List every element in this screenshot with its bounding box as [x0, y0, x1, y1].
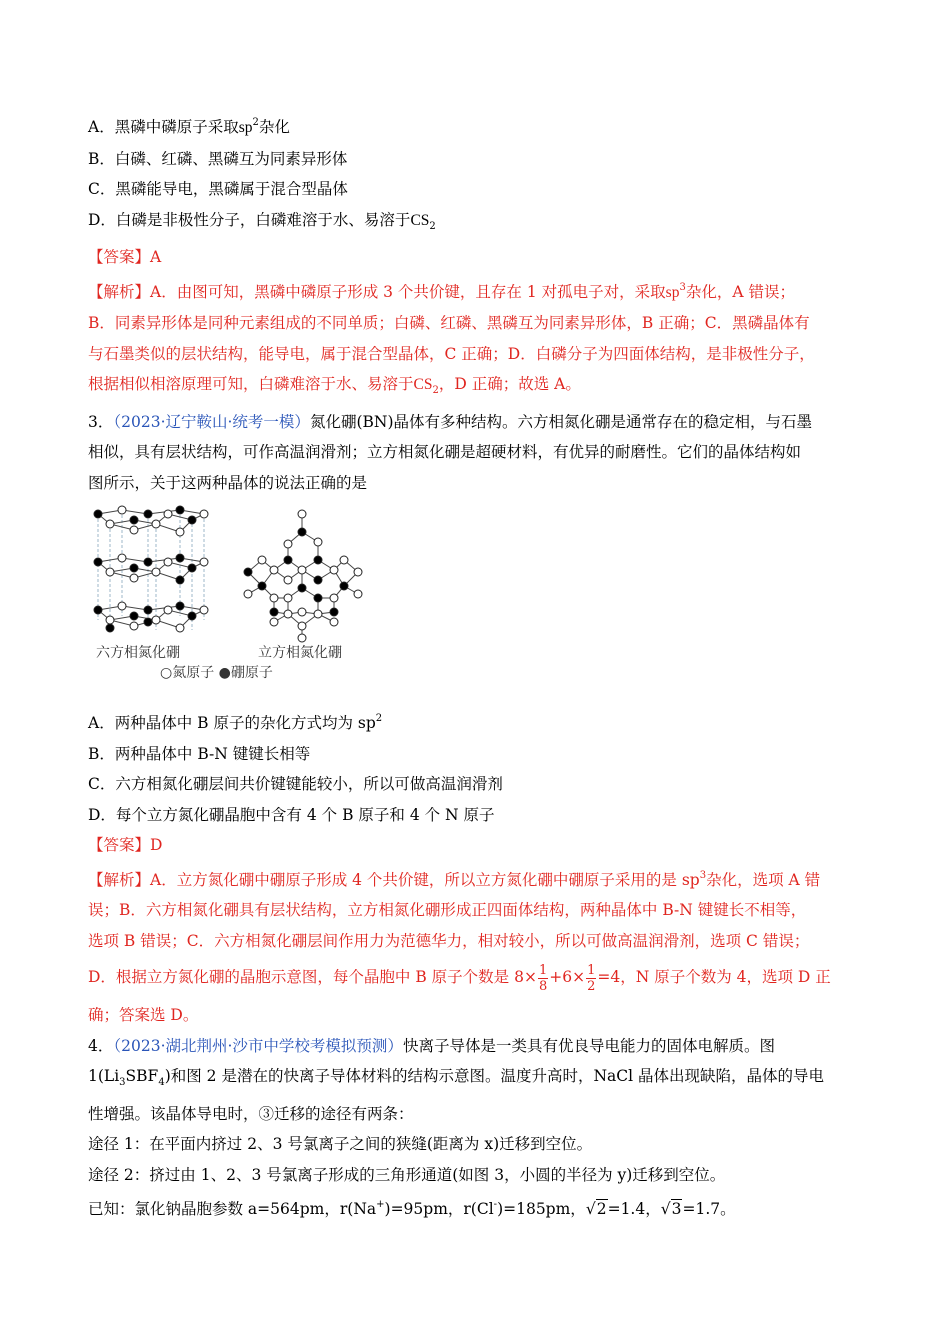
q3-stem-line-2: 相似，具有层状结构，可作高温润滑剂；立方相氮化硼是超硬材料，有优异的耐磨性。它们的晶体结构如	[88, 443, 802, 461]
q4-known-sup-plus: +	[376, 1199, 385, 1210]
q3-analysis-text: A．立方氮化硼中硼原子形成 4 个共价键，所以立方氮化硼中硼原子采用的是 sp	[150, 870, 700, 889]
q3-analysis-line-3: 选项 B 错误；C．六方相氮化硼层间作用力为范德华力，相对较小，所以可做高温润滑剂，选项 C 错误；	[88, 931, 810, 950]
fraction-one-eighth	[538, 963, 548, 994]
q3-option-d: D．每个立方氮化硼晶胞中含有 4 个 B 原子和 4 个 N 原子	[88, 805, 495, 824]
q4-known-text: 已知：氯化钠晶胞参数 a=564pm，r(Na	[88, 1200, 377, 1218]
q3-option-a	[88, 708, 868, 734]
q3-option-a-sup: 2	[375, 713, 383, 724]
q4-formula-pre: 1(Li	[88, 1067, 120, 1085]
q2-analysis-post: 杂化，A 错误；	[685, 282, 795, 301]
q4-known-sup-minus: -	[493, 1199, 498, 1210]
q3-analysis-post: 杂化，选项 A 错	[706, 870, 821, 889]
q2-analysis-sub: 2	[432, 385, 439, 396]
q2-analysis-tag: 【解析】	[88, 282, 151, 301]
q3-source: （2023·辽宁鞍山·统考一模）	[113, 412, 310, 431]
q3-analysis-tag: 【解析】	[88, 870, 151, 889]
bn-crystal-figure	[88, 502, 868, 702]
q2-analysis-cs: CS	[413, 376, 433, 393]
q2-option-d-text: D．白磷是非极性分子，白磷难溶于水、易溶于	[88, 210, 411, 229]
q2-analysis-line-3: 与石墨类似的层状结构，能导电，属于混合型晶体，C 正确；D．白磷分子为四面体结构，是非极性分子，	[88, 344, 815, 363]
q3-stem-line-1	[88, 411, 868, 433]
fraction-numerator: 1	[538, 962, 548, 978]
fraction-denominator: 2	[587, 978, 596, 994]
q3-analysis-line-5: 确；答案选 D。	[88, 1006, 199, 1024]
q2-answer: 【答案】A	[88, 248, 162, 266]
q4-known: 已知：氯化钠晶胞参数 a=564pm，r(Na+)=95pm，r(Cl-)=185pm，√2=1.4，√3=1.7。	[88, 1199, 736, 1218]
q3-analysis-line-4	[88, 960, 868, 994]
fraction-denominator: 8	[538, 978, 548, 994]
q4-stem-line-2-text: )和图 2 是潜在的快离子导体材料的结构示意图。温度升高时，NaCl 晶体出现缺陷，晶体的导电	[164, 1067, 825, 1085]
cubic-bn-atoms	[244, 510, 362, 642]
q2-option-a-sup: 2	[252, 117, 259, 128]
sqrt-three: 3	[671, 1200, 682, 1218]
fraction-one-half	[586, 963, 596, 994]
legend-nitrogen: ○氮原子	[160, 665, 215, 681]
q2-analysis-line-1	[88, 277, 868, 304]
q3-stem-text: 氮化硼(BN)晶体有多种结构。六方相氮化硼是通常存在的稳定相，与石墨	[309, 412, 812, 431]
q2-option-a-sp: sp	[238, 119, 253, 136]
q4-stem-line-1	[88, 1035, 868, 1057]
legend-boron: ●硼原子	[218, 665, 273, 681]
q3-analysis-l4-mid: +6×	[549, 968, 586, 986]
q2-analysis-l4-text: 根据相似相溶原理可知，白磷难溶于水、易溶于	[88, 375, 414, 393]
q4-source: （2023·湖北荆州·沙市中学校考模拟预测）	[113, 1036, 403, 1055]
q3-analysis-line-1	[88, 865, 868, 891]
q4-path-1: 途径 1：在平面内挤过 2、3 号氯离子之间的狭缝(距离为 x)迁移到空位。	[88, 1135, 593, 1153]
q2-option-d	[88, 209, 868, 238]
q4-number: 4．	[88, 1036, 114, 1055]
q4-path-2: 途径 2：挤过由 1、2、3 号氯离子形成的三角形通道(如图 3，小圆的半径为 y)迁移到空位。	[88, 1165, 726, 1184]
q3-answer: 【答案】D	[88, 836, 163, 854]
q3-analysis-sup: 3	[699, 869, 707, 881]
q2-option-c: C．黑磷能导电，黑磷属于混合型晶体	[88, 180, 348, 198]
q3-analysis-l4-post: =4，N 原子个数为 4，选项 D 正	[597, 968, 831, 986]
q3-analysis-line-2: 误；B．六方相氮化硼具有层状结构，立方相氮化硼形成正四面体结构，两种晶体中 B-N 键键长不相等，	[88, 901, 807, 919]
q2-option-a-post: 杂化	[258, 118, 290, 136]
bn-structure-drawing	[88, 502, 388, 652]
q2-option-a	[88, 112, 868, 139]
q4-known-mid2: )=185pm，	[497, 1200, 586, 1218]
q2-analysis-line-2: B．同素异形体是同种元素组成的不同单质；白磷、红磷、黑磷互为同素异形体，B 正确；C．黑磷晶体有	[88, 314, 810, 332]
figure-legend	[160, 662, 273, 682]
document-page	[88, 112, 868, 1229]
q4-known-mid: )=95pm，r(Cl	[384, 1200, 494, 1218]
q4-known-sqrt3-value: =1.7。	[682, 1200, 736, 1218]
q2-option-d-cs: CS	[410, 211, 430, 229]
q2-analysis-line-4	[88, 373, 868, 402]
q2-analysis-text: A．由图可知，黑磷中磷原子形成 3 个共价键，且存在 1 对孤电子对，采取	[150, 282, 666, 301]
q2-option-d-sub: 2	[429, 220, 436, 232]
q4-stem-line-3: 性增强。该晶体导电时，③迁移的途径有两条：	[88, 1104, 414, 1123]
sqrt-two: 2	[596, 1200, 607, 1218]
q4-formula-sub1: 3	[119, 1077, 126, 1088]
q2-option-b: B．白磷、红磷、黑磷互为同素异形体	[88, 149, 348, 168]
q4-stem-line-2	[88, 1065, 868, 1094]
q2-analysis-sup: 3	[679, 281, 686, 293]
q3-stem-line-3: 图所示，关于这两种晶体的说法正确的是	[88, 473, 368, 492]
fraction-numerator: 1	[587, 962, 596, 978]
q2-option-a-text: A．黑磷中磷原子采取	[88, 118, 239, 136]
q4-stem-text: 快离子导体是一类具有优良导电能力的固体电解质。图	[402, 1036, 775, 1055]
q3-option-b: B．两种晶体中 B-N 键键长相等	[88, 744, 311, 763]
q4-formula-sub2: 4	[158, 1077, 165, 1088]
q3-option-a-text: A．两种晶体中 B 原子的杂化方式均为 sp	[88, 714, 376, 732]
q3-option-c: C．六方相氮化硼层间共价键键能较小，所以可做高温润滑剂	[88, 775, 503, 793]
hex-bn-label: 六方相氮化硼	[96, 645, 180, 661]
cubic-bn-label: 立方相氮化硼	[258, 645, 342, 661]
q3-number: 3．	[88, 412, 114, 431]
q3-analysis-l4-text: D．根据立方氮化硼的晶胞示意图，每个晶胞中 B 原子个数是 8×	[88, 968, 537, 986]
q4-known-sqrt2-value: =1.4，	[607, 1200, 661, 1218]
q2-analysis-l4-post: ，D 正确；故选 A。	[438, 375, 581, 393]
q2-analysis-sp: sp	[665, 283, 680, 301]
q4-formula-mid: SBF	[125, 1067, 159, 1085]
